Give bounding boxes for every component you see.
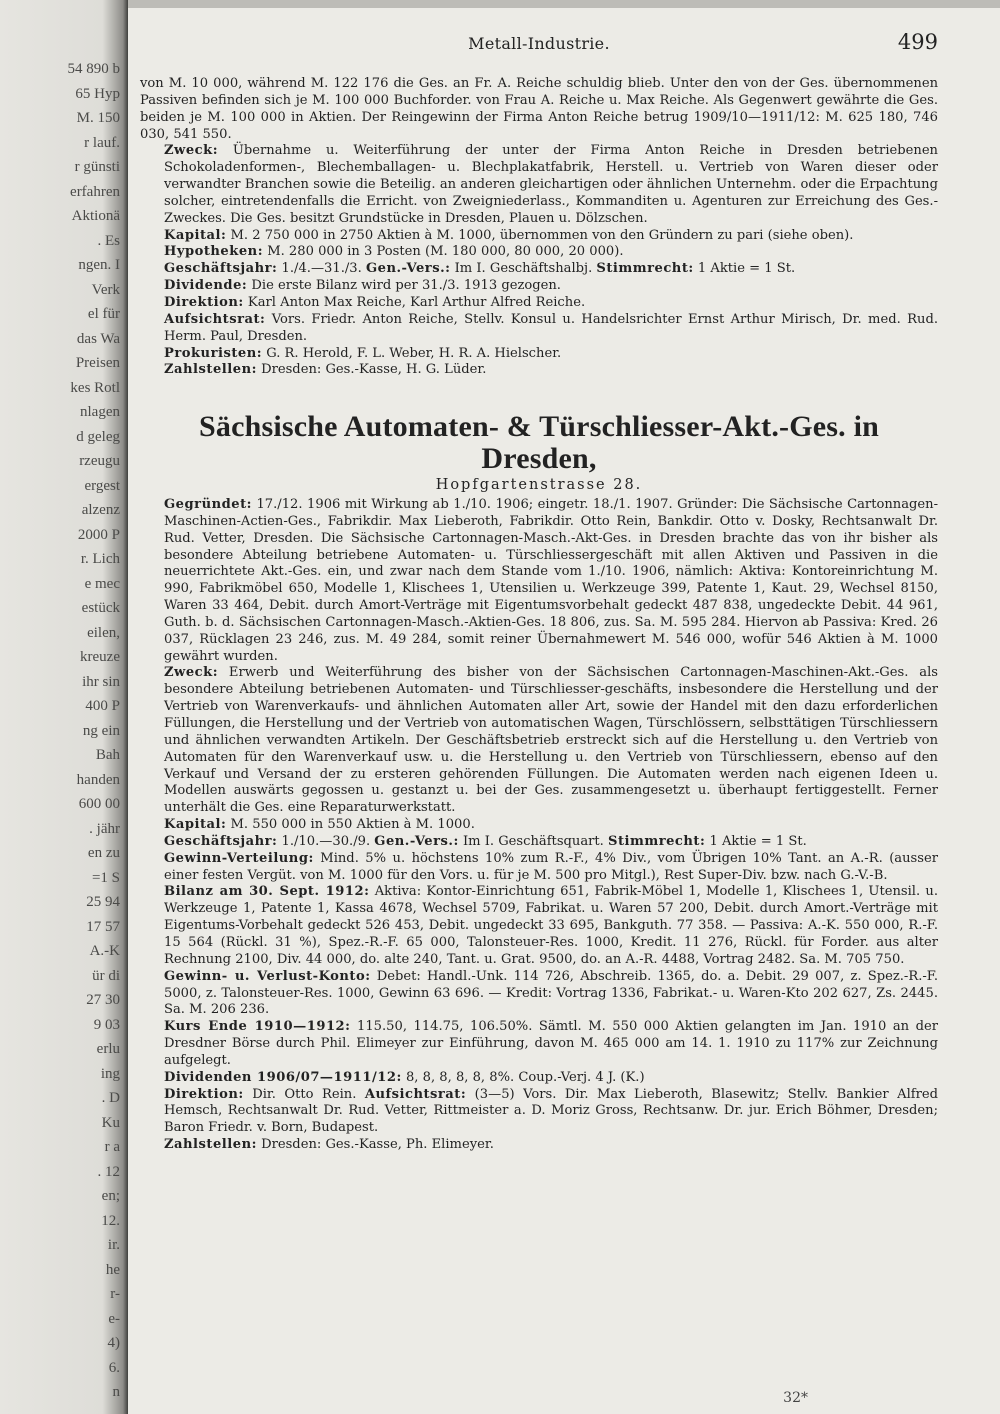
field-text: M. 280 000 in 3 Posten (M. 180 000, 80 000, 20 000). bbox=[263, 244, 624, 260]
field-label: Gegründet: bbox=[164, 497, 252, 513]
facing-page-margin bbox=[0, 0, 128, 1414]
margin-fragment: Aktionä bbox=[71, 208, 120, 224]
margin-fragment: r- bbox=[110, 1286, 120, 1302]
margin-fragment: 4) bbox=[107, 1335, 120, 1351]
field-text: Dresden: Ges.-Kasse, H. G. Lüder. bbox=[256, 362, 487, 378]
margin-fragment: r a bbox=[104, 1139, 120, 1155]
company-address: Hopfgartenstrasse 28. bbox=[435, 477, 643, 494]
margin-fragment: 9 03 bbox=[93, 1016, 120, 1033]
field-label: Direktion: bbox=[164, 294, 244, 310]
margin-fragment: =1 S bbox=[91, 869, 120, 886]
field-label: Dividenden 1906/07—1911/12: bbox=[164, 1069, 402, 1085]
signature-mark: 32* bbox=[783, 1390, 808, 1406]
margin-fragment: r günsti bbox=[74, 159, 120, 175]
margin-fragment: e mec bbox=[84, 575, 120, 592]
second-company-paragraph bbox=[140, 834, 938, 851]
second-company-paragraph bbox=[140, 1070, 938, 1087]
first-company-paragraph bbox=[140, 312, 938, 346]
field-label: Prokuristen: bbox=[164, 345, 263, 361]
margin-fragment: ng ein bbox=[82, 722, 120, 739]
field-label: Gewinn-Verteilung: bbox=[164, 850, 314, 866]
field-text: Karl Anton Max Reiche, Karl Arthur Alfred Reiche. bbox=[243, 294, 586, 310]
margin-fragment: erlu bbox=[96, 1041, 120, 1057]
margin-fragment: 65 Hyp bbox=[75, 85, 120, 102]
margin-fragment: kreuze bbox=[80, 649, 120, 665]
margin-fragment: Preisen bbox=[75, 355, 120, 371]
margin-fragment: M. 150 bbox=[76, 110, 120, 126]
margin-fragment: eilen, bbox=[87, 624, 120, 641]
first-company-paragraph bbox=[140, 362, 938, 379]
field-label: Zweck: bbox=[164, 665, 219, 681]
margin-fragment: 12. bbox=[101, 1212, 120, 1229]
margin-fragment: he bbox=[105, 1261, 120, 1278]
margin-fragment: el für bbox=[87, 306, 120, 322]
margin-fragment: ir. bbox=[107, 1237, 120, 1253]
margin-fragment: Ku bbox=[101, 1114, 120, 1131]
field-label: Zahlstellen: bbox=[164, 362, 257, 378]
second-company-entry bbox=[140, 497, 938, 1154]
first-company-paragraph bbox=[140, 143, 938, 227]
margin-fragment: n bbox=[112, 1384, 120, 1400]
field-text: (3—5) Vors. Dir. Max Lieberoth, Blasewitz; Stellv. Bankier Alfred Hemsch, Rechtsanwalt Dr. Rud. Vetter, Rittmeister a. D. Moriz Gross, Rechtsanw. Dr. jur. Erich Böhmer, Dresden; Baron Friedr. v. Born, Budapest. bbox=[164, 1086, 938, 1136]
field-label: Hypotheken: bbox=[164, 244, 264, 260]
page-number: 499 bbox=[897, 30, 938, 54]
second-company-paragraph bbox=[140, 1087, 938, 1138]
margin-fragment: estück bbox=[81, 600, 120, 616]
field-text: 1./10.—30./9. bbox=[277, 833, 375, 849]
second-company-paragraph bbox=[140, 817, 938, 834]
margin-fragment: d geleg bbox=[76, 428, 120, 445]
first-company-paragraph bbox=[140, 244, 938, 261]
margin-fragment: erfahren bbox=[70, 183, 120, 200]
field-label: Geschäftsjahr: bbox=[164, 833, 278, 849]
field-text: M. 550 000 in 550 Aktien à M. 1000. bbox=[226, 817, 475, 833]
margin-fragment: r lauf. bbox=[84, 134, 120, 151]
first-company-entry bbox=[140, 76, 938, 379]
margin-fragment: e- bbox=[108, 1310, 120, 1327]
field-label: Direktion: bbox=[164, 1086, 244, 1102]
page-body bbox=[140, 76, 938, 1154]
margin-fragment: handen bbox=[76, 771, 120, 788]
field-text: 115.50, 114.75, 106.50%. Sämtl. M. 550 000 Aktien gelangten im Jan. 1910 an der Dresdner Börse durch Phil. Elimeyer zur Einführung, davon M. 465 000 am 14. 1. 1910 zu 117% zur Zeichnung aufgelegt. bbox=[164, 1019, 938, 1068]
field-text: Übernahme u. Weiterführung der unter der Firma Anton Reiche in Dresden betriebenen Schokoladenformen-, Blechemballagen- u. Blechplakatfabrik, Herstell. u. Vertrieb von Waren dieser oder verwandter Branchen sowie die Beteilig. an anderen gleichartigen oder ähnlichen Unternehm. oder die Erpachtung solcher, eintretendenfalls die Erricht. von Zweigniederlass., Kommanditen u. Agenturen zur Erreichung des Ges.-Zweckes. Die Ges. besitzt Grundstücke in Dresden, Plauen u. Dölzschen. bbox=[164, 143, 938, 226]
margin-fragment: 17 57 bbox=[86, 918, 120, 935]
field-label: Kapital: bbox=[164, 227, 227, 243]
scan-top-edge bbox=[0, 0, 1000, 8]
first-company-paragraph: von M. 10 000, während M. 122 176 die Ges. an Fr. A. Reiche schuldig blieb. Unter den von der Ges. übernommenen Passiven befinden sich je M. 100 000 Buchforder. von Frau A. Reiche u. Max Reiche. Als Gegenwert gewährte die Ges. beiden je M. 100 000 in Aktien. Der Reingewinn der Firma Anton Reiche betrug 1909/10—1911/12: M. 625 180, 746 030, 541 550. bbox=[140, 76, 938, 142]
second-company-paragraph bbox=[140, 497, 938, 665]
first-company-paragraph bbox=[140, 228, 938, 245]
field-label: Gen.-Vers.: bbox=[374, 833, 459, 849]
second-company-paragraph bbox=[140, 969, 938, 1020]
first-company-paragraph bbox=[140, 261, 938, 278]
second-company-paragraph bbox=[140, 884, 938, 968]
margin-fragment: Bah bbox=[95, 747, 120, 763]
second-company-paragraph bbox=[140, 665, 938, 817]
margin-fragment: en zu bbox=[87, 845, 120, 861]
margin-fragment: r. Lich bbox=[80, 551, 120, 567]
running-header bbox=[140, 30, 938, 60]
field-text: 1./4.—31./3. bbox=[277, 261, 366, 277]
margin-fragment: ergest bbox=[84, 477, 120, 494]
field-label: Stimmrecht: bbox=[608, 833, 706, 849]
margin-fragment: 25 94 bbox=[86, 894, 120, 910]
field-label: Kapital: bbox=[164, 817, 227, 833]
field-text: Erwerb und Weiterführung des bisher von der Sächsischen Cartonnagen-Maschinen-Akt.-Ges. als besondere Abteilung betriebenen Automaten- und Türschliesser-geschäfts, insbesondere die Herstellung und der Vertrieb von Warenverkaufs- und ähnlichen Automaten aller Art, sowie der Handel mit den dazu erforderlichen Füllungen, die Herstellung und der Vertrieb von automatischen Wagen, Türschlössern, selbsttätigen Türschliessern und ähnlichen verwandten Artikeln. Der Geschäftsbetrieb erstreckt sich auf die Herstellung u. den Vertrieb von Automaten für den Warenverkauf usw. u. die Herstellung u. den Vertrieb von Türschliessern, ebenso auf den Verkauf und Versand der zu ersteren gehörenden Füllungen. Die Automaten werden nach eigenen Ideen u. Modellen auswärts gegossen u. gestanzt u. bei der Ges. zusammengesetzt u. überhaupt fertiggestellt. Ferner unterhält die Ges. eine Reparaturwerkstatt. bbox=[164, 665, 938, 816]
field-text: Im I. Geschäftsquart. bbox=[458, 833, 609, 849]
field-label: Aufsichtsrat: bbox=[164, 311, 266, 327]
field-label: Aufsichtsrat: bbox=[364, 1086, 467, 1102]
field-text: Aktiva: Kontor-Einrichtung 651, Fabrik-Möbel 1, Modelle 1, Klischees 1, Utensil. u. Werkzeuge 1, Patente 1, Kassa 4678, Wechsel 5709, Fabrikat. u. Waren 57 200, Debit. durch Amort.-Verträge mit Eigentums-Vorbehalt gedeckt 526 453, Debit. ungedeckt 33 695, Bankguth. 77 358. — Passiva: A.-K. 550 000, R.-F. 15 564 (Rückl. 31 %), Spez.-R.-F. 65 000, Talonsteuer-Res. 1000, Kredit. 11 276, Rückl. für Forder. aus alter Rechnung 2100, Div. 44 000, do. alte 240, Tant. u. Grat. 9500, do. an A.-R. 4488, Vortrag 2482. Sa. M. 705 750. bbox=[164, 884, 938, 967]
margin-fragment: ihr sin bbox=[82, 673, 120, 690]
margin-fragment: das Wa bbox=[76, 330, 120, 347]
field-label: Zweck: bbox=[164, 143, 219, 159]
field-text: Im I. Geschäftshalbj. bbox=[450, 261, 597, 277]
first-company-paragraph bbox=[140, 278, 938, 295]
field-label: Geschäftsjahr: bbox=[164, 261, 278, 277]
field-text: 8, 8, 8, 8, 8, 8%. Coup.-Verj. 4 J. (K.) bbox=[401, 1069, 645, 1085]
field-label: Gewinn- u. Verlust-Konto: bbox=[164, 968, 371, 984]
margin-fragment: 2000 P bbox=[77, 526, 120, 543]
field-text: Die erste Bilanz wird per 31./3. 1913 gezogen. bbox=[247, 278, 561, 294]
margin-fragment: 600 00 bbox=[78, 796, 120, 812]
field-text: M. 2 750 000 in 2750 Aktien à M. 1000, übernommen von den Gründern zu pari (siehe oben). bbox=[226, 227, 854, 243]
field-text: 17./12. 1906 mit Wirkung ab 1./10. 1906; eingetr. 18./1. 1907. Gründer: Die Sächsische Cartonnagen-Maschinen-Actien-Ges., Fabrikdir. Max Lieberoth, Fabrikdir. Otto Rein, Bankdir. Otto v. Dosky, Rechtsanwalt Dr. Rud. Vetter, Dresden. Die Sächsische Cartonnagen-Masch.-Akt-Ges. in Dresden brachte das von ihr bisher als besondere Abteilung betriebene Automaten- u. Türschliessergeschäft mit allen Aktiven und Passiven in die neuerrichtete Akt.-Ges. ein, und zwar nach dem Stande vom 1./10. 1906, nämlich: Aktiva: Kontoreinrichtung M. 990, Fabrikmöbel 650, Modelle 1, Klischees 1, Utensilien u. Werkzeuge 399, Patente 1, Kaut. 29, Wechsel 8150, Waren 33 464, Debit. durch Amort-Verträge mit Eigentumsvorbehalt gedeckt 487 838, ungedeckte Debit. 44 961, Guth. b. d. Sächsischen Cartonnagen-Masch.-Aktien-Ges. 18 806, zus. Sa. M. 595 284. Hiervon ab Passiva: Kred. 26 037, Rücklagen 23 246, zus. M. 49 284, somit reiner Übernahmewert M. 546 000, wofür 546 Aktien à M. 1000 gewährt wurden. bbox=[164, 497, 938, 664]
field-label: Gen.-Vers.: bbox=[365, 261, 451, 277]
field-label: Bilanz am 30. Sept. 1912: bbox=[164, 884, 370, 900]
field-label: Kurs Ende 1910—1912: bbox=[164, 1019, 351, 1035]
second-company-paragraph bbox=[140, 1019, 938, 1070]
margin-fragment: 27 30 bbox=[86, 992, 120, 1008]
field-text: G. R. Herold, F. L. Weber, H. R. A. Hielscher. bbox=[262, 345, 562, 361]
margin-fragment: ngen. I bbox=[78, 257, 120, 273]
first-company-paragraph bbox=[140, 295, 938, 312]
margin-fragment: . D bbox=[101, 1090, 120, 1106]
first-company-paragraph bbox=[140, 346, 938, 363]
book-page bbox=[140, 30, 938, 1410]
second-company-paragraph bbox=[140, 1137, 938, 1154]
margin-fragment: 54 890 b bbox=[67, 61, 120, 77]
margin-fragment: ing bbox=[100, 1065, 120, 1082]
margin-fragment: . Es bbox=[97, 232, 120, 249]
field-label: Zahlstellen: bbox=[164, 1137, 257, 1153]
field-text: Debet: Handl.-Unk. 114 726, Abschreib. 1365, do. a. Debit. 29 007, z. Spez.-R.-F. 5000, z. Talonsteuer-Res. 1000, Gewinn 63 696. — Kredit: Vortrag 1336, Fabrikat.- u. Waren-Kto 202 627, Zs. 2445. Sa. M. 206 236. bbox=[164, 968, 938, 1018]
field-text: 1 Aktie = 1 St. bbox=[705, 833, 807, 849]
margin-fragment: . jähr bbox=[89, 820, 120, 837]
margin-fragment: Verk bbox=[91, 281, 120, 298]
field-text: Mind. 5% u. höchstens 10% zum R.-F., 4% Div., vom Übrigen 10% Tant. an A.-R. (ausser einer festen Vergüt. von M. 1000 für den Vors. u. für je M. 500 pro Mitgl.), Rest Super-Div. bzw. nach G.-V.-B. bbox=[164, 850, 938, 883]
margin-fragment: kes Rotl bbox=[70, 379, 120, 396]
margin-fragment: en; bbox=[101, 1188, 120, 1204]
field-label: Stimmrecht: bbox=[596, 261, 694, 277]
field-text: Dir. Otto Rein. bbox=[243, 1086, 365, 1102]
margin-fragment: A.-K bbox=[89, 943, 120, 959]
field-text: 1 Aktie = 1 St. bbox=[693, 261, 796, 277]
company-heading: Sächsische Automaten- & Türschliesser-Akt.-Ges. in Dresden, bbox=[199, 410, 879, 476]
field-label: Dividende: bbox=[164, 278, 248, 294]
field-text: Dresden: Ges.-Kasse, Ph. Elimeyer. bbox=[256, 1137, 494, 1153]
margin-fragment: nlagen bbox=[80, 404, 120, 420]
margin-fragment: ür di bbox=[92, 967, 120, 984]
margin-fragment: . 12 bbox=[97, 1163, 120, 1180]
margin-fragment: 400 P bbox=[85, 698, 120, 714]
margin-fragment: 6. bbox=[108, 1359, 120, 1376]
field-text: Vors. Friedr. Anton Reiche, Stellv. Konsul u. Handelsrichter Ernst Arthur Mirisch, Dr. med. Rud. Herm. Paul, Dresden. bbox=[164, 311, 938, 344]
margin-fragment: rzeugu bbox=[79, 453, 120, 469]
running-title: Metall-Industrie. bbox=[468, 34, 610, 53]
margin-fragment: alzenz bbox=[81, 502, 120, 518]
second-company-paragraph bbox=[140, 851, 938, 885]
